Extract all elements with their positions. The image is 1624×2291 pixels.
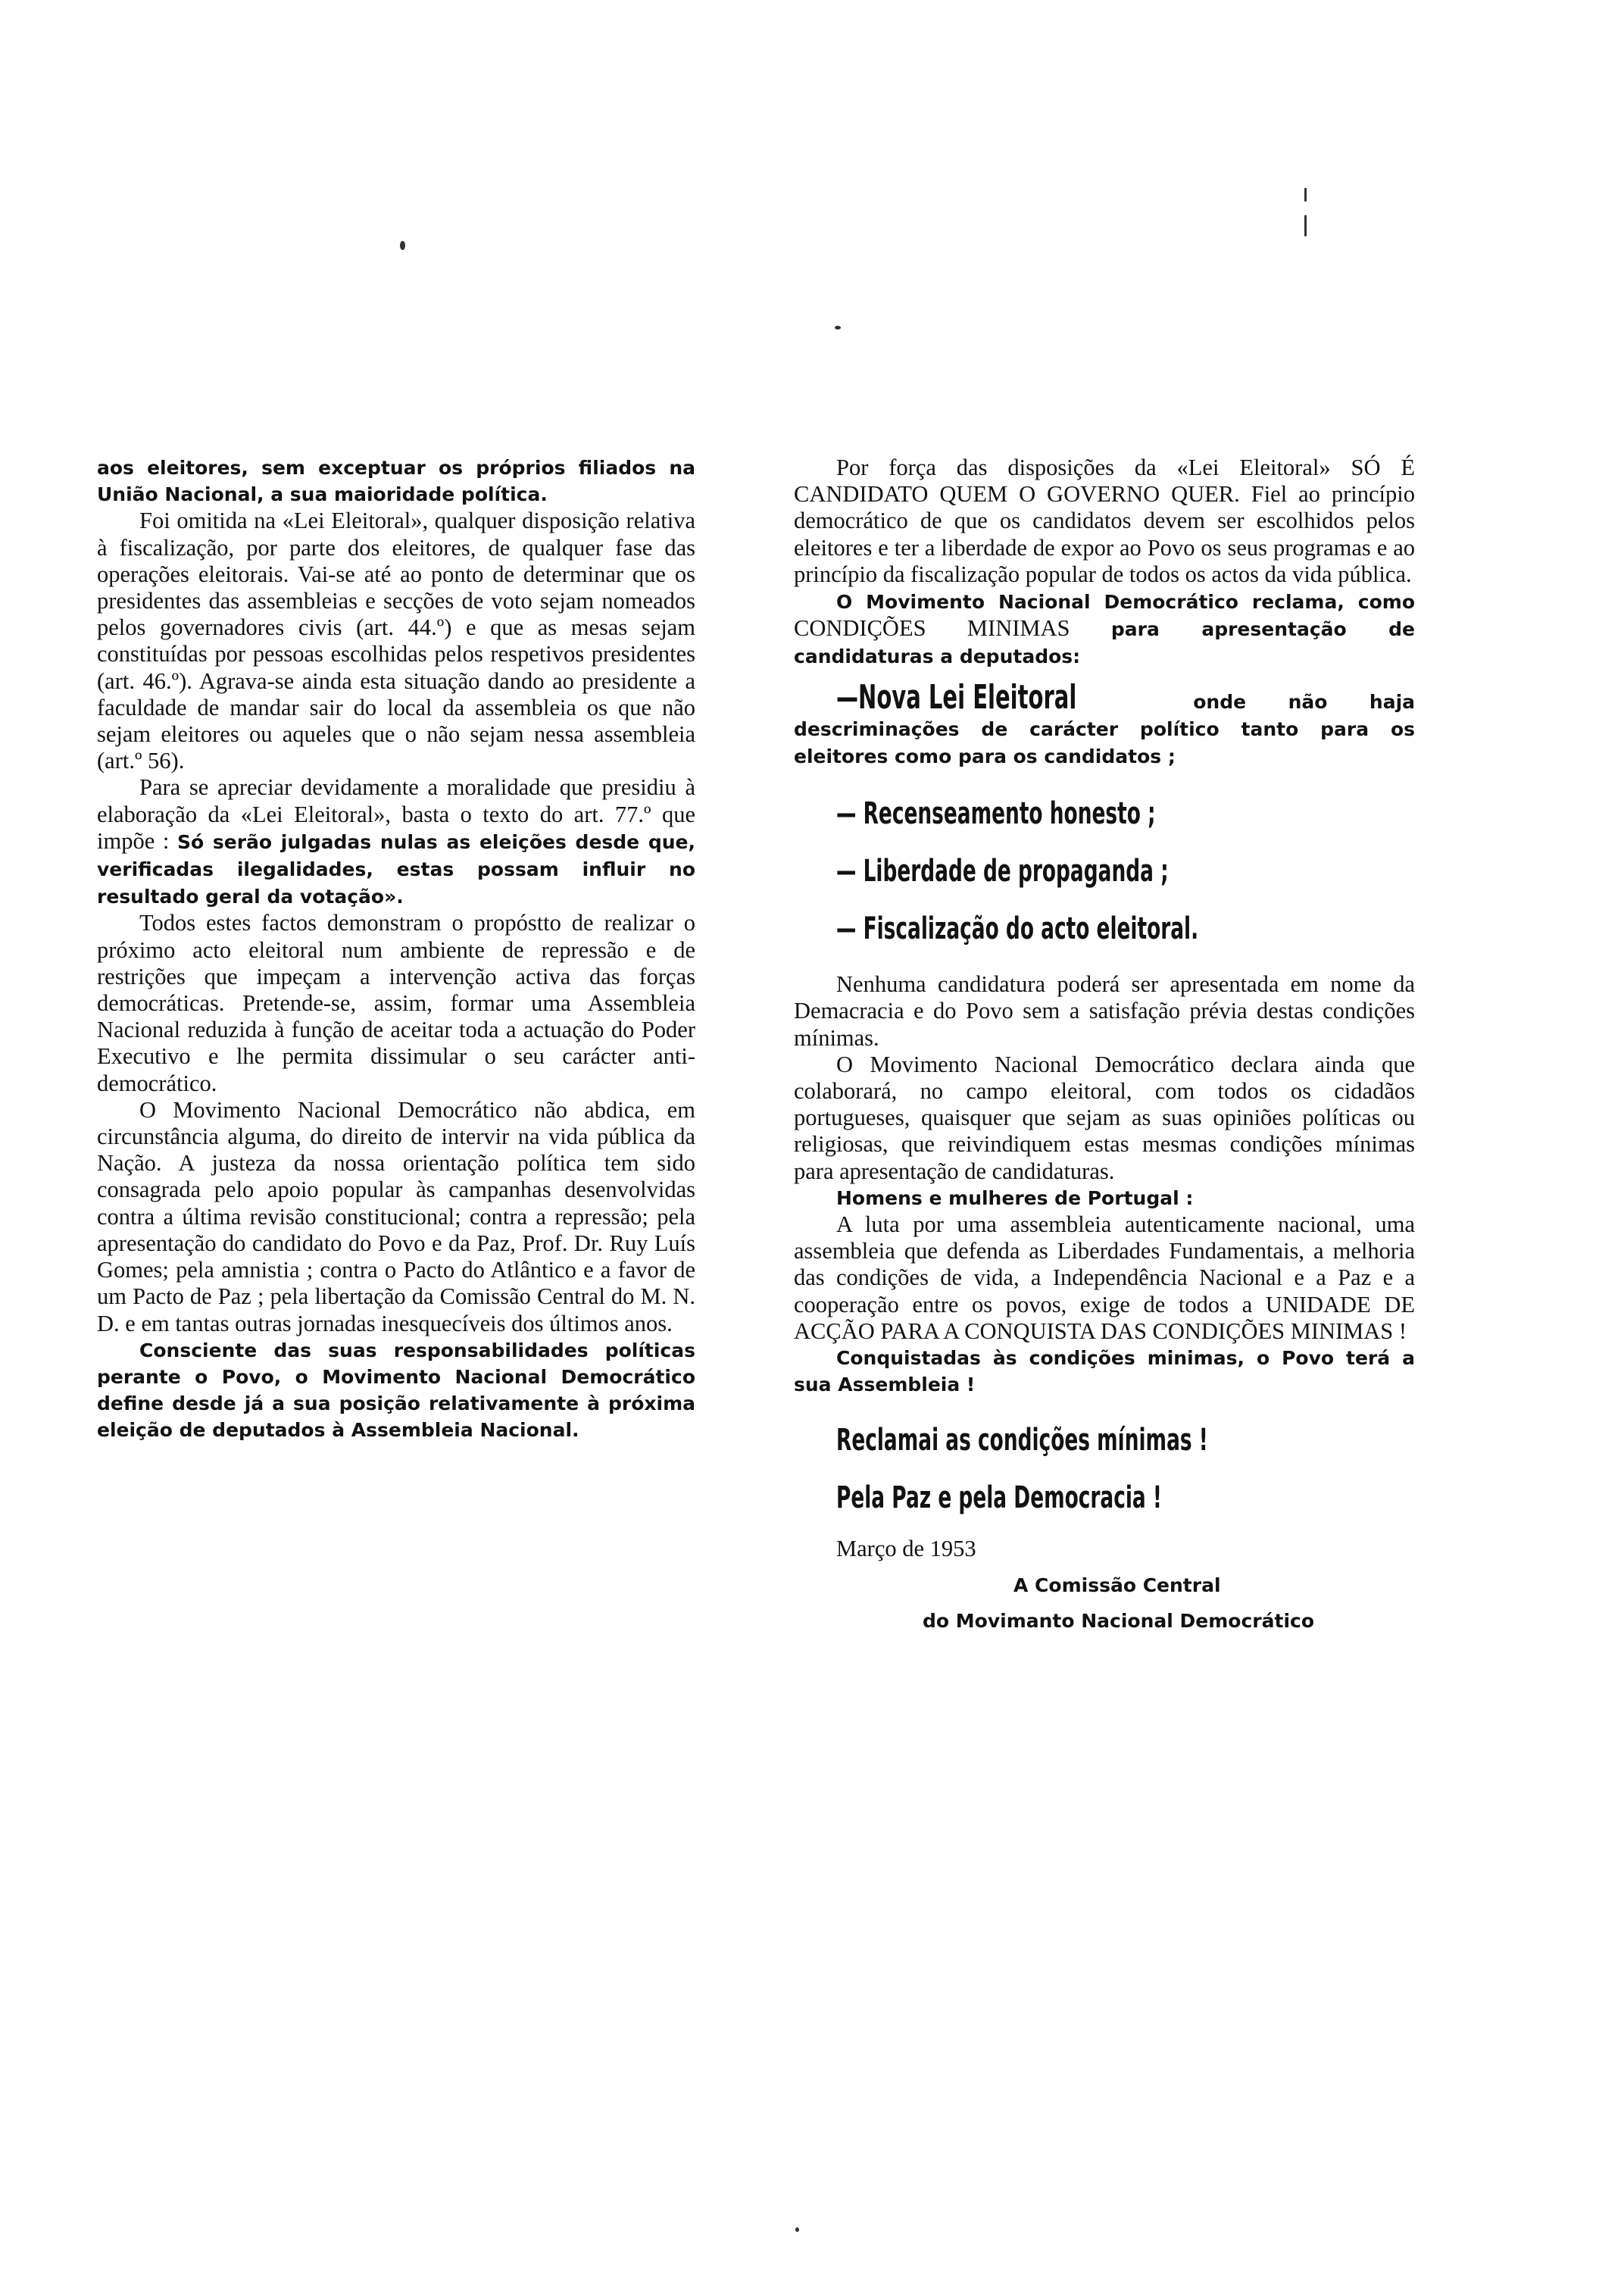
slogan-item [836, 1411, 1415, 1469]
right-paragraph-1: Por força das disposições da «Lei Eleitoral» SÓ É CANDIDATO QUEM O GOVERNO QUER. Fiel ao princípio democrático de que os candidatos devem ser escolhidos pelos eleitores e ter a liberdade de expor ao Povo os seus programas e ao princípio da fiscalização popular de todos os actos da vida pública. [794, 455, 1415, 587]
signature-line-1: A Comissão Central [1013, 1574, 1221, 1596]
right-paragraph-7: Conquistadas às condições minimas, o Povo terá a sua Assembleia ! [794, 1347, 1415, 1396]
condition-item [836, 842, 1415, 900]
print-speck [1304, 188, 1307, 202]
left-paragraph-2: Foi omitida na «Lei Eleitoral», qualquer disposição relativa à fiscalização, por parte dos eleitores, de qualquer fase das operações eleitorais. Vai-se até ao ponto de determinar que os presidentes das assembleias e secções de voto sejam nomeados pelos governadores civis (art. 44.º) e que as mesas sejam constituídas por pessoas escolhidas pelos respetivos presidentes (art. 46.º). Agrava-se ainda esta situação dando ao presidente a faculdade de mandar sair do local da assembleia os que não sejam eleitores ou aqueles que o não sejam nessa assembleia (art.º 56). [97, 508, 695, 774]
condition-1: — Recenseamento honesto ; [836, 796, 1156, 832]
right-column [794, 455, 1415, 1634]
print-speck [1304, 215, 1307, 236]
left-paragraph-3-quote: Só serão julgadas nulas as eleições desde que, verificadas ilegalidades, estas possam influir no resultado geral da votação». [97, 830, 695, 908]
signature-line-2: do Movimanto Nacional Democrático [923, 1609, 1315, 1632]
right-paragraph-4: O Movimento Nacional Democrático declara ainda que colaborará, no campo eleitoral, com todos os cidadãos portugueses, quaisquer que sejam as suas opiniões políticas ou religiosas, que reivindiquem estas mesmas condições mínimas para apresentação de candidaturas. [794, 1051, 1415, 1184]
left-paragraph-1: aos eleitores, sem exceptuar os próprios filiados na União Nacional, a sua maioridade política. [97, 457, 695, 506]
right-paragraph-2-a: O Movimento Nacional Democrático reclama, como [836, 591, 1415, 614]
left-paragraph-5: O Movimento Nacional Democrático não abdica, em circunstância alguma, do direito de intervir na vida pública da Nação. A justeza da nossa orientação política tem sido consagrada pelo apoio popular às campanhas desenvolvidas contra a última revisão constitucional; contra a repressão; pela apresentação do candidato do Povo e da Paz, Prof. Dr. Ruy Luís Gomes; pela amnistia ; contra o Pacto do Atlântico e a favor de um Pacto de Paz ; pela libertação da Comissão Central do M. N. D. e em tantas outras jornadas inesquecíveis dos últimos anos. [97, 1096, 695, 1336]
slogan-2: Pela Paz e pela Democracia ! [836, 1480, 1162, 1516]
print-speck [835, 326, 841, 330]
left-paragraph-3-text: Para se apreciar devidamente a moralidade que presidiu à elaboração da «Lei Eleitoral», basta o texto do art. 77.º que impõe : [97, 774, 695, 854]
new-electoral-law-text: onde não haja descriminações de carácter político tanto para os eleitores como para os candidatos ; [794, 690, 1416, 768]
document-date: Março de 1953 [836, 1536, 976, 1562]
left-paragraph-4: Todos estes factos demonstram o propóstto de realizar o próximo acto eleitoral num ambiente de repressão e de restrições que impeçam a intervenção activa das forças democráticas. Pretende-se, assim, formar uma Assembleia Nacional reduzida à função de aceitar toda a actuação do Poder Executivo e lhe permita dissimular o seu carácter anti-democrático. [97, 910, 695, 1096]
slogans [836, 1411, 1415, 1527]
right-paragraph-2-b: CONDIÇÕES MINIMAS [794, 615, 1070, 642]
address-heading: Homens e mulheres de Portugal : [836, 1186, 1194, 1209]
right-paragraph-6: A luta por uma assembleia autenticamente nacional, uma assembleia que defenda as Liberdades Fundamentais, a melhoria das condições de vida, a Independência Nacional e a Paz e a cooperação entre os povos, exige de todos a UNIDADE DE ACÇÃO PARA A CONQUISTA DAS CONDIÇÕES MINIMAS ! [794, 1211, 1415, 1344]
condition-2: — Liberdade de propaganda ; [836, 854, 1169, 889]
left-paragraph-6: Consciente das suas responsabilidades políticas perante o Povo, o Movimento Nacional Democrático define desde já a sua posição relativamente à próxima eleição de deputados à Assembleia Nacional. [97, 1339, 695, 1442]
print-speck [400, 241, 405, 250]
print-speck [795, 2227, 799, 2232]
condition-item [836, 785, 1415, 842]
right-paragraph-2-c: para apresentação de candidaturas a deputados: [794, 618, 1416, 668]
conditions-list [836, 785, 1415, 958]
condition-3: — Fiscalização do acto eleitoral. [836, 911, 1199, 947]
right-paragraph-2 [794, 588, 1415, 670]
right-paragraph-3: Nenhuma candidatura poderá ser apresentada em nome da Demacracia e do Povo sem a satisfação prévia destas condições mínimas. [794, 971, 1415, 1051]
new-electoral-law-heading: —Nova Lei Eleitoral [836, 677, 1077, 717]
new-electoral-law [794, 677, 1416, 770]
left-paragraph-3 [97, 774, 695, 910]
left-column [97, 455, 695, 1444]
slogan-item [836, 1469, 1415, 1527]
condition-item [836, 900, 1415, 958]
slogan-1: Reclamai as condições mínimas ! [836, 1423, 1208, 1458]
